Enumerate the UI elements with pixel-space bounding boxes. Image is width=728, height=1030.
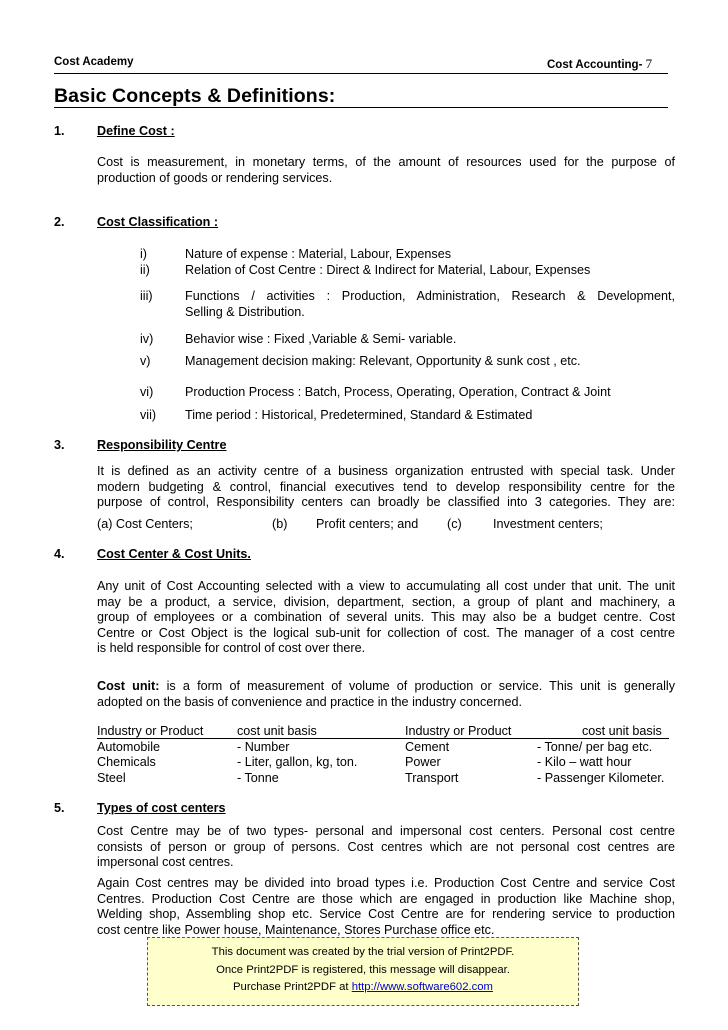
section-5-paragraph-1 bbox=[97, 824, 675, 871]
header-rule bbox=[54, 73, 668, 74]
section-4-number: 4. bbox=[54, 547, 65, 561]
category-b: Profit centers; and bbox=[316, 517, 419, 531]
table-row bbox=[97, 740, 675, 756]
text-line: purpose of control, Responsibility centers can broadly be classified into 3 categories. They are: bbox=[97, 495, 675, 509]
table-header-cell: Industry or Product bbox=[405, 724, 512, 738]
category-c: Investment centers; bbox=[493, 517, 603, 531]
section-4-heading: Cost Center & Cost Units. bbox=[97, 547, 251, 561]
table-cell: Transport bbox=[405, 770, 459, 785]
table-cell: Cement bbox=[405, 739, 450, 754]
classification-item: Production Process : Batch, Process, Operating, Operation, Contract & Joint bbox=[185, 385, 611, 399]
text-line: Selling & Distribution. bbox=[185, 304, 305, 319]
page-title: Basic Concepts & Definitions: bbox=[54, 85, 336, 107]
text-line: modern budgeting & control, financial executives tend to develop responsibility centre for the bbox=[97, 479, 675, 494]
text-line: group of employees or a combination of several units. This may also be a budget centre. Cost bbox=[97, 610, 675, 624]
classification-item: Management decision making: Relevant, Opportunity & sunk cost , etc. bbox=[185, 354, 581, 368]
classification-item: Relation of Cost Centre : Direct & Indirect for Material, Labour, Expenses bbox=[185, 263, 591, 277]
table-cell: - Passenger Kilometer. bbox=[537, 770, 665, 785]
section-5-paragraph-2 bbox=[97, 876, 675, 938]
notice-line: This document was created by the trial version of Print2PDF. bbox=[211, 946, 515, 958]
text-line: is held responsible for control of cost over there. bbox=[97, 641, 366, 655]
text-line bbox=[97, 679, 675, 695]
table-cell: - Kilo – watt hour bbox=[537, 755, 632, 769]
category-b-mark: (b) bbox=[272, 517, 288, 531]
table-cell: - Number bbox=[237, 739, 290, 754]
classification-mark: v) bbox=[140, 354, 151, 368]
section-3-heading: Responsibility Centre bbox=[97, 438, 227, 452]
text-line: Again Cost centres may be divided into broad types i.e. Production Cost Centre and service Cost bbox=[97, 876, 675, 890]
text-line: may be a product, a service, division, department, section, a group of plant and machinery, a bbox=[97, 594, 675, 609]
header-left: Cost Academy bbox=[54, 56, 134, 68]
table-cell: - Liter, gallon, kg, ton. bbox=[237, 755, 358, 769]
page-number: 7 bbox=[645, 56, 653, 71]
cost-unit-term: Cost unit: bbox=[97, 679, 160, 693]
title-rule bbox=[54, 107, 668, 108]
notice-line: Once Print2PDF is registered, this message will disappear. bbox=[216, 963, 510, 976]
text-line: Centre or Cost Object is the logical sub-unit for collection of cost. The manager of a cost centre bbox=[97, 625, 675, 640]
section-1-heading: Define Cost : bbox=[97, 124, 175, 138]
cost-unit-text: is a form of measurement of volume of production or service. This unit is generally bbox=[159, 679, 675, 693]
text-line: Cost Centre may be of two types- personal and impersonal cost centers. Personal cost centre bbox=[97, 824, 675, 838]
section-1-number: 1. bbox=[54, 124, 65, 138]
trial-notice bbox=[147, 937, 579, 1006]
category-c-mark: (c) bbox=[447, 517, 462, 531]
table-cell: Power bbox=[405, 755, 441, 769]
classification-mark: i) bbox=[140, 247, 147, 261]
text-line: It is defined as an activity centre of a business organization entrusted with special task. Under bbox=[97, 464, 675, 478]
classification-mark: ii) bbox=[140, 263, 150, 277]
table-cell: Chemicals bbox=[97, 755, 156, 769]
cost-unit-table bbox=[97, 724, 675, 786]
table-cell: - Tonne/ per bag etc. bbox=[537, 739, 653, 754]
classification-item: Nature of expense : Material, Labour, Expenses bbox=[185, 247, 452, 261]
text-line: adopted on the basis of convenience and practice in the industry concerned. bbox=[97, 694, 522, 709]
classification-item: Behavior wise : Fixed ,Variable & Semi- variable. bbox=[185, 332, 457, 346]
section-4-paragraph bbox=[97, 579, 675, 657]
text-line: cost centre like Power house, Maintenance, Stores Purchase office etc. bbox=[97, 922, 495, 937]
table-header-row bbox=[97, 724, 675, 740]
table-row bbox=[97, 771, 675, 787]
table-cell: - Tonne bbox=[237, 770, 279, 785]
section-1-paragraph bbox=[97, 155, 675, 186]
text-line: production of goods or rendering services. bbox=[97, 170, 333, 185]
text-line: Centres. Production Cost Centre are those which are engaged in production like Machine shop, bbox=[97, 891, 675, 906]
section-3-paragraph bbox=[97, 464, 675, 511]
table-header-cell: Industry or Product bbox=[97, 724, 204, 738]
text-line: Functions / activities : Production, Administration, Research & Development, bbox=[185, 289, 675, 303]
text-line: consists of person or group of persons. Cost centres which are not personal cost centres are bbox=[97, 839, 675, 854]
text-line: Any unit of Cost Accounting selected with a view to accumulating all cost under that unit. The unit bbox=[97, 579, 675, 593]
section-3-number: 3. bbox=[54, 438, 65, 452]
section-2-number: 2. bbox=[54, 215, 65, 229]
text-line: Cost is measurement, in monetary terms, of the amount of resources used for the purpose of bbox=[97, 155, 675, 169]
software602-link[interactable]: http://www.software602.com bbox=[351, 981, 493, 993]
classification-mark: iii) bbox=[140, 289, 153, 303]
notice-prefix: Purchase Print2PDF at bbox=[233, 981, 352, 993]
cost-unit-paragraph bbox=[97, 679, 675, 710]
classification-mark: vi) bbox=[140, 385, 154, 399]
table-cell: Steel bbox=[97, 770, 126, 785]
classification-item: Time period : Historical, Predetermined, Standard & Estimated bbox=[185, 408, 533, 422]
classification-mark: vii) bbox=[140, 408, 157, 422]
table-row bbox=[97, 755, 675, 771]
section-5-heading: Types of cost centers bbox=[97, 801, 226, 815]
table-cell: Automobile bbox=[97, 739, 161, 754]
text-line: impersonal cost centres. bbox=[97, 855, 234, 869]
classification-item bbox=[185, 289, 675, 320]
category-a: (a) Cost Centers; bbox=[97, 517, 193, 531]
table-header-cell: cost unit basis bbox=[237, 724, 317, 738]
text-line: Welding shop, Assembling shop etc. Service Cost Centre are for rendering service to production bbox=[97, 907, 675, 921]
section-2-heading: Cost Classification : bbox=[97, 215, 219, 229]
header-right bbox=[547, 56, 652, 72]
classification-mark: iv) bbox=[140, 332, 154, 346]
table-header-cell: cost unit basis bbox=[582, 724, 662, 738]
section-5-number: 5. bbox=[54, 801, 65, 815]
notice-line bbox=[148, 979, 578, 997]
header-right-label: Cost Accounting- bbox=[547, 59, 643, 71]
